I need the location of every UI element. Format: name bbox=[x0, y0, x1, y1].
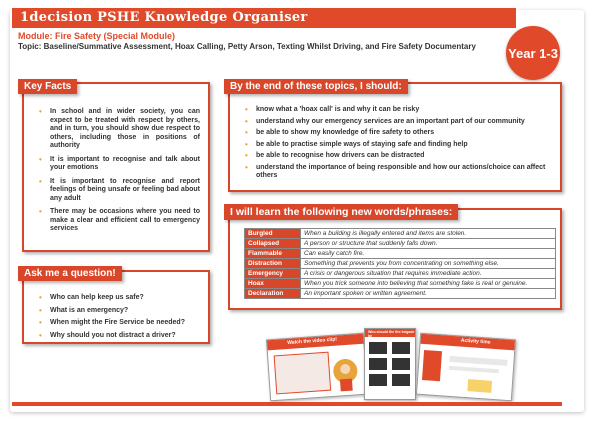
vocab-definition: When a building is illegally entered and items are stolen. bbox=[301, 229, 556, 239]
activity-illustration-icon bbox=[417, 344, 514, 400]
table-row bbox=[245, 279, 556, 289]
list-item: • There may be occasions where you need to make a clear and efficient call to emergency services bbox=[34, 208, 200, 234]
thumbnail-title: Watch the video clip! bbox=[287, 336, 338, 347]
list-item: • When might the Fire Service be needed? bbox=[34, 319, 204, 328]
key-facts-panel bbox=[22, 82, 210, 252]
vocabulary-table bbox=[244, 228, 556, 299]
list-item: • Who can help keep us safe? bbox=[34, 294, 204, 303]
list-item: • understand why our emergency services are an important part of our community bbox=[240, 118, 556, 127]
vocab-definition: Something that prevents you from concentrating on something else. bbox=[301, 259, 556, 269]
key-facts-list bbox=[34, 108, 200, 239]
vocab-definition: A person or structure that suddenly falls down. bbox=[301, 239, 556, 249]
table-row bbox=[245, 289, 556, 299]
table-row bbox=[245, 239, 556, 249]
learning-outcomes-panel bbox=[228, 82, 562, 192]
list-item: • It is important to recognise and talk about your emotions bbox=[34, 156, 200, 173]
vocab-term: Hoax bbox=[245, 279, 301, 289]
list-item: • In school and in wider society, you can expect to be treated with respect by others, and in turn, you should show due respect to others, including those in positions of authority bbox=[34, 108, 200, 151]
key-facts-heading: Key Facts bbox=[18, 79, 77, 94]
vocab-term: Declaration bbox=[245, 289, 301, 299]
video-slide-thumbnail bbox=[266, 333, 368, 402]
topic-line: Topic: Baseline/Summative Assessment, Hoax Calling, Petty Arson, Texting Whilst Driving, and Fire Safety Documentary bbox=[18, 42, 476, 51]
vocab-definition: When you trick someone into believing that something fake is real or genuine. bbox=[301, 279, 556, 289]
question-list bbox=[34, 294, 204, 344]
ask-question-heading: Ask me a question! bbox=[18, 266, 122, 281]
vocab-term: Emergency bbox=[245, 269, 301, 279]
learning-outcomes-heading: By the end of these topics, I should: bbox=[224, 79, 408, 94]
list-item: • be able to practise simple ways of staying safe and finding help bbox=[240, 141, 556, 150]
thumbnail-title: Who should the fire brigade be bbox=[368, 330, 415, 338]
vocab-term: Collapsed bbox=[245, 239, 301, 249]
year-badge: Year 1-3 bbox=[506, 26, 560, 80]
module-title: Module: Fire Safety (Special Module) bbox=[18, 31, 176, 41]
table-row bbox=[245, 259, 556, 269]
outcomes-list bbox=[240, 106, 556, 184]
thumbnail-title: Activity time bbox=[460, 337, 491, 346]
list-item: • What is an emergency? bbox=[34, 307, 204, 316]
vocab-term: Distraction bbox=[245, 259, 301, 269]
vocabulary-panel bbox=[228, 208, 562, 310]
vocab-definition: A crisis or dangerous situation that requires immediate action. bbox=[301, 269, 556, 279]
list-item: • understand the importance of being responsible and how our actions/choice can affect others bbox=[240, 164, 556, 181]
page-title: 1decision PSHE Knowledge Organiser bbox=[20, 10, 308, 25]
worksheet-thumbnail bbox=[364, 328, 416, 400]
worksheet-grid-icon bbox=[365, 338, 415, 400]
list-item: • know what a 'hoax call' is and why it can be risky bbox=[240, 106, 556, 115]
ask-question-panel bbox=[22, 270, 210, 344]
vocab-term: Burgled bbox=[245, 229, 301, 239]
list-item: • be able to show my knowledge of fire safety to others bbox=[240, 129, 556, 138]
list-item: • Why should you not distract a driver? bbox=[34, 332, 204, 341]
table-row bbox=[245, 269, 556, 279]
list-item: • It is important to recognise and report feelings of being unsafe or feeling bad about any adult bbox=[34, 178, 200, 204]
vocab-term: Flammable bbox=[245, 249, 301, 259]
title-bar bbox=[12, 8, 516, 28]
table-row bbox=[245, 249, 556, 259]
firefighter-icon bbox=[268, 344, 367, 401]
vocab-definition: An important spoken or written agreement. bbox=[301, 289, 556, 299]
footer-rule bbox=[12, 402, 562, 406]
activity-slide-thumbnail bbox=[416, 333, 516, 402]
list-item: • be able to recognise how drivers can be distracted bbox=[240, 152, 556, 161]
vocabulary-heading: I will learn the following new words/phrases: bbox=[224, 204, 458, 220]
vocab-definition: Can easily catch fire. bbox=[301, 249, 556, 259]
table-row bbox=[245, 229, 556, 239]
